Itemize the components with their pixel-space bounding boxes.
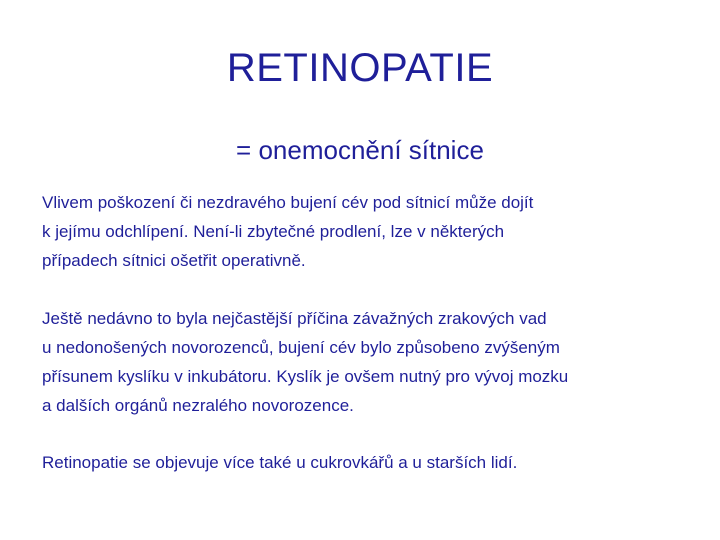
paragraph-line: u nedonošených novorozenců, bujení cév bylo způsobeno zvýšeným <box>42 338 560 357</box>
paragraph-line: a dalších orgánů nezralého novorozence. <box>42 396 354 415</box>
slide-subtitle: = onemocnění sítnice <box>236 135 484 165</box>
slide-title: RETINOPATIE <box>226 46 494 90</box>
paragraph-line: Vlivem poškození či nezdravého bujení cév pod sítnicí může dojít <box>42 193 534 212</box>
paragraph-line: Retinopatie se objevuje více také u cukrovkářů a u starších lidí. <box>42 453 518 472</box>
paragraph-line: přísunem kyslíku v inkubátoru. Kyslík je ovšem nutný pro vývoj mozku <box>42 367 569 386</box>
paragraph-1 <box>42 188 682 275</box>
paragraph-line: případech sítnici ošetřit operativně. <box>42 251 306 270</box>
paragraph-line: k jejímu odchlípení. Není-li zbytečné prodlení, lze v některých <box>42 222 505 241</box>
paragraph-3 <box>42 448 682 477</box>
paragraph-line: Ještě nedávno to byla nejčastější příčina závažných zrakových vad <box>42 309 547 328</box>
paragraph-2 <box>42 304 682 420</box>
